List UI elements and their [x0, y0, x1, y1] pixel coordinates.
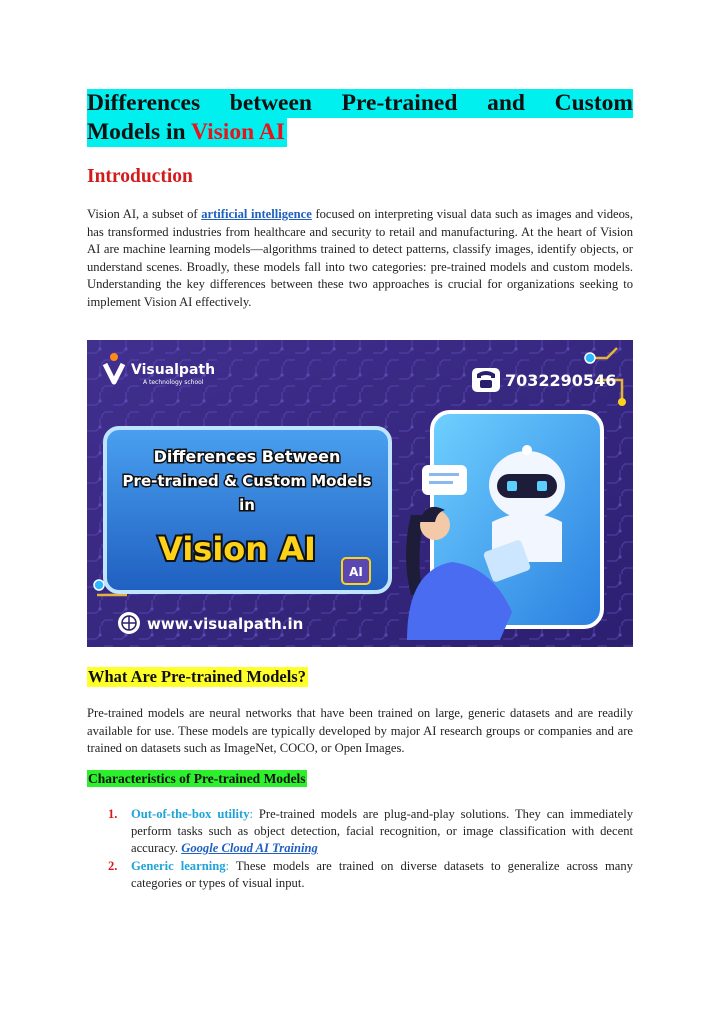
vision-ai-banner [87, 340, 633, 647]
characteristics-list [108, 806, 633, 892]
banner-art [87, 340, 633, 647]
title-highlight: Vision AI [191, 119, 285, 145]
title-word: and [487, 90, 525, 116]
list-term: Out-of-the-box utility [131, 807, 250, 821]
pretrained-heading: What Are Pre-trained Models? [88, 667, 306, 686]
banner-headline-line-1: Differences Between [153, 447, 341, 466]
artificial-intelligence-link[interactable]: artificial intelligence [201, 207, 312, 221]
list-term: Generic learning [131, 858, 226, 873]
intro-text-start: Vision AI, a subset of [87, 207, 202, 221]
list-term-separator: : [249, 807, 254, 821]
banner-headline-vision-ai: Vision AI [158, 530, 316, 568]
introduction-heading: Introduction [87, 166, 193, 187]
banner-headline-line-2: Pre-trained & Custom Models [122, 472, 372, 490]
website-url: www.visualpath.in [147, 615, 304, 633]
list-number: 1. [108, 807, 118, 821]
pretrained-paragraph: Pre-trained models are neural networks that have been trained on large, generic datasets and are readily available for use. These models are typically developed by major AI research groups or companies and are trained on datasets such as ImageNet, COCO, or Open Images. [87, 706, 633, 755]
ai-chip-icon [342, 558, 370, 584]
phone-number: 7032290546 [505, 371, 617, 390]
phone-icon [472, 368, 500, 392]
title-word: Pre-trained [341, 90, 458, 116]
brand-tagline: A technology school [143, 379, 204, 386]
title-word: between [229, 90, 312, 116]
globe-icon [118, 612, 140, 634]
introduction-paragraph [87, 206, 633, 311]
ai-chip-label: AI [349, 565, 363, 579]
title-word: Custom [554, 90, 633, 116]
intro-text-rest: focused on interpreting visual data such as images and videos, has transformed industries from healthcare and security to retail and manufacturing. At the heart of Vision AI are machine learning models—algorithms trained to detect patterns, classify images, identify objects, or understand scenes. Broadly, these models fall into two categories: pre-trained models and custom models. Understanding the key differences between these two approaches is crucial for organizations seeking to implement Vision AI effectively. [87, 207, 633, 309]
title-prefix: Models in [87, 119, 192, 145]
list-text: Pre-trained models are plug-and-play solutions. They can immediately perform tasks such as object detection, facial recognition, or image classification with decent accuracy. [131, 807, 633, 856]
title-line-1 [87, 89, 633, 118]
list-number: 2. [108, 858, 118, 873]
title-line-2 [87, 118, 287, 147]
document-title [87, 89, 633, 147]
list-item [108, 858, 633, 892]
list-term-separator: : [225, 858, 229, 873]
list-text: These models are trained on diverse datasets to generalize across many categories or types of visual input. [131, 858, 633, 890]
google-cloud-ai-training-link[interactable]: Google Cloud AI Training [181, 841, 318, 856]
characteristics-heading: Characteristics of Pre-trained Models [88, 771, 306, 786]
robot-illustration [489, 445, 565, 562]
title-word: Differences [87, 90, 201, 116]
brand-name: Visualpath [131, 362, 216, 378]
banner-headline-line-3: in [239, 496, 255, 514]
list-item [108, 806, 633, 858]
